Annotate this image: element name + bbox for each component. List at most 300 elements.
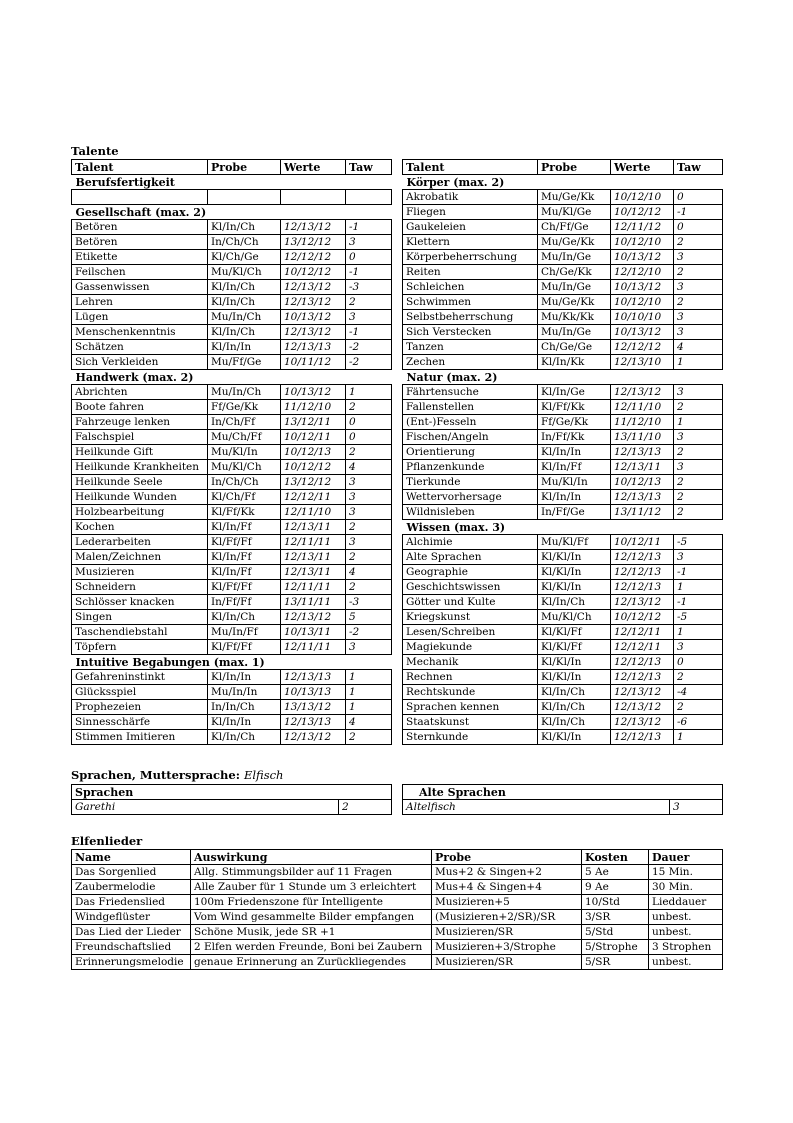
talent-name: Rechtskunde	[403, 685, 538, 700]
talent-row	[403, 535, 723, 550]
talent-taw: 3	[674, 385, 723, 400]
talent-werte: 10/13/13	[281, 685, 346, 700]
talent-row	[403, 475, 723, 490]
talent-taw: -1	[674, 205, 723, 220]
talent-werte: 12/12/11	[611, 640, 674, 655]
talent-probe: Kl/In/Ch	[208, 220, 281, 235]
talent-row	[403, 655, 723, 670]
talent-row	[403, 205, 723, 220]
talent-row	[72, 535, 392, 550]
talent-group-berufsfertigkeit: Berufsfertigkeit	[72, 175, 392, 190]
talent-probe: Kl/Ff/Kk	[538, 400, 611, 415]
talent-name: Stimmen Imitieren	[72, 730, 208, 745]
talent-probe: Mu/Kl/Ch	[538, 610, 611, 625]
talent-werte: 10/12/12	[611, 205, 674, 220]
talent-row	[403, 490, 723, 505]
talent-probe: Kl/Ff/Ff	[208, 580, 281, 595]
song-auswirkung: 100m Friedenszone für Intelligente	[191, 895, 432, 910]
talent-werte: 10/13/11	[281, 625, 346, 640]
talent-taw: -2	[346, 355, 392, 370]
talent-row	[72, 400, 392, 415]
talent-probe: Kl/Ff/Kk	[208, 505, 281, 520]
talent-name: Schwimmen	[403, 295, 538, 310]
talent-taw: 4	[674, 340, 723, 355]
talent-werte: 12/12/11	[281, 490, 346, 505]
talent-row	[403, 730, 723, 745]
talent-taw: 0	[346, 250, 392, 265]
talent-taw: 2	[346, 520, 392, 535]
song-kosten: 3/SR	[582, 910, 649, 925]
talent-name: Fallenstellen	[403, 400, 538, 415]
talent-group-wissen: Wissen (max. 3)	[403, 520, 723, 535]
talent-taw: 4	[346, 460, 392, 475]
talent-name: Lesen/Schreiben	[403, 625, 538, 640]
talent-name: Singen	[72, 610, 208, 625]
talent-probe: Mu/Kl/Ge	[538, 205, 611, 220]
talent-taw: 2	[346, 580, 392, 595]
song-auswirkung: Vom Wind gesammelte Bilder empfangen	[191, 910, 432, 925]
talent-probe: Kl/In/Ch	[538, 595, 611, 610]
talent-probe: Kl/In/In	[538, 490, 611, 505]
talent-name: Taschendiebstahl	[72, 625, 208, 640]
song-kosten: 5/Strophe	[582, 940, 649, 955]
talent-row	[72, 475, 392, 490]
talent-werte: 12/13/12	[281, 220, 346, 235]
talents-table-left	[71, 159, 392, 745]
talent-taw: -1	[346, 220, 392, 235]
talent-row	[403, 640, 723, 655]
talent-row	[72, 235, 392, 250]
talent-probe: Kl/Ch/Ge	[208, 250, 281, 265]
talent-taw: -3	[346, 595, 392, 610]
talent-taw: 2	[674, 475, 723, 490]
talent-name: Wildnisleben	[403, 505, 538, 520]
talent-probe: Mu/Kl/In	[208, 445, 281, 460]
talent-group-row	[403, 370, 723, 385]
talent-name: Sprachen kennen	[403, 700, 538, 715]
talent-row	[403, 685, 723, 700]
talent-probe	[208, 190, 281, 205]
talent-name: Schneidern	[72, 580, 208, 595]
language-value: 3	[670, 800, 723, 815]
talent-row	[403, 595, 723, 610]
talent-taw: 1	[346, 700, 392, 715]
talent-row	[72, 355, 392, 370]
talent-probe: Kl/In/Ch	[208, 325, 281, 340]
talent-row	[403, 385, 723, 400]
talent-name: Geschichtswissen	[403, 580, 538, 595]
talent-werte: 12/12/13	[611, 565, 674, 580]
talent-probe: Kl/Kl/In	[538, 550, 611, 565]
talent-probe: Kl/In/Ff	[538, 460, 611, 475]
talent-taw: 1	[346, 385, 392, 400]
talent-taw: 5	[346, 610, 392, 625]
talent-name: Schätzen	[72, 340, 208, 355]
talent-group-handwerk: Handwerk (max. 2)	[72, 370, 392, 385]
talent-row	[403, 250, 723, 265]
talent-taw: 0	[674, 190, 723, 205]
talent-row	[403, 295, 723, 310]
song-auswirkung: Allg. Stimmungsbilder auf 11 Fragen	[191, 865, 432, 880]
talent-probe: Ch/Ge/Ge	[538, 340, 611, 355]
talent-taw: 2	[674, 445, 723, 460]
talent-name: Fährtensuche	[403, 385, 538, 400]
talent-werte: 12/13/12	[611, 700, 674, 715]
talent-probe: Mu/Ch/Ff	[208, 430, 281, 445]
song-name: Das Lied der Lieder	[72, 925, 191, 940]
talent-name: Zechen	[403, 355, 538, 370]
talent-taw: 2	[674, 670, 723, 685]
talent-taw: 2	[674, 295, 723, 310]
talent-row	[403, 190, 723, 205]
talent-werte: 12/12/13	[611, 655, 674, 670]
talent-werte: 13/13/12	[281, 700, 346, 715]
talent-taw: 3	[674, 250, 723, 265]
talent-probe: Ch/Ff/Ge	[538, 220, 611, 235]
talent-name: Tierkunde	[403, 475, 538, 490]
header-talent: Talent	[72, 160, 208, 175]
song-dauer: 15 Min.	[649, 865, 723, 880]
talent-row	[72, 700, 392, 715]
talent-werte: 12/13/12	[611, 595, 674, 610]
talent-taw: 2	[674, 235, 723, 250]
talent-row	[403, 715, 723, 730]
talent-name: Wettervorhersage	[403, 490, 538, 505]
talent-row	[72, 505, 392, 520]
talent-name: Orientierung	[403, 445, 538, 460]
talent-name: (Ent-)Fesseln	[403, 415, 538, 430]
talent-taw: 3	[674, 310, 723, 325]
song-auswirkung: Schöne Musik, jede SR +1	[191, 925, 432, 940]
talent-probe: Kl/In/In	[208, 715, 281, 730]
talent-probe: Mu/Kl/Ch	[208, 460, 281, 475]
talent-werte: 12/12/10	[611, 265, 674, 280]
talent-werte: 12/12/13	[611, 580, 674, 595]
talent-werte: 13/11/11	[281, 595, 346, 610]
song-row	[72, 880, 723, 895]
song-row	[72, 940, 723, 955]
talent-werte: 12/11/11	[281, 640, 346, 655]
talent-name: Falschspiel	[72, 430, 208, 445]
talent-row	[403, 565, 723, 580]
song-probe: Musizieren+3/Strophe	[432, 940, 582, 955]
song-row	[72, 865, 723, 880]
talent-taw: 2	[346, 550, 392, 565]
talent-werte: 12/13/12	[281, 325, 346, 340]
song-dauer: unbest.	[649, 910, 723, 925]
talent-name: Heilkunde Gift	[72, 445, 208, 460]
talent-row	[403, 550, 723, 565]
talent-name: Prophezeien	[72, 700, 208, 715]
header-probe: Probe	[432, 850, 582, 865]
talent-name: Gefahreninstinkt	[72, 670, 208, 685]
song-probe: Mus+2 & Singen+2	[432, 865, 582, 880]
talent-probe: Mu/Ge/Kk	[538, 235, 611, 250]
song-probe: (Musizieren+2/SR)/SR	[432, 910, 582, 925]
talent-name: Mechanik	[403, 655, 538, 670]
talent-werte: 12/13/12	[281, 730, 346, 745]
talent-taw: 1	[674, 355, 723, 370]
talent-taw: -6	[674, 715, 723, 730]
header-probe: Probe	[538, 160, 611, 175]
language-row	[72, 800, 392, 815]
talent-werte: 12/13/10	[611, 355, 674, 370]
talent-taw: 3	[346, 505, 392, 520]
talent-probe: Mu/In/Ge	[538, 280, 611, 295]
talent-group-natur: Natur (max. 2)	[403, 370, 723, 385]
talent-row	[72, 265, 392, 280]
talent-group-row	[72, 205, 392, 220]
song-probe: Musizieren+5	[432, 895, 582, 910]
talent-taw: 2	[346, 400, 392, 415]
sprachen-title	[71, 768, 283, 782]
talent-taw: -5	[674, 535, 723, 550]
header-talent: Talent	[403, 160, 538, 175]
talent-probe: In/Ff/Ge	[538, 505, 611, 520]
talent-row	[72, 250, 392, 265]
talent-probe: Kl/Kl/In	[538, 670, 611, 685]
talent-row	[72, 550, 392, 565]
talent-row	[72, 730, 392, 745]
talent-werte: 13/12/12	[281, 475, 346, 490]
talent-probe: Kl/In/Ff	[208, 550, 281, 565]
talent-row	[403, 355, 723, 370]
talent-taw: 3	[674, 550, 723, 565]
talent-werte: 10/12/13	[611, 475, 674, 490]
talent-group-intuitive: Intuitive Begabungen (max. 1)	[72, 655, 392, 670]
talent-row	[403, 340, 723, 355]
talent-werte: 13/12/12	[281, 235, 346, 250]
talent-name: Sternkunde	[403, 730, 538, 745]
talent-werte: 12/12/12	[611, 340, 674, 355]
talent-werte: 12/13/12	[611, 685, 674, 700]
header-name: Name	[72, 850, 191, 865]
talent-werte: 10/12/11	[281, 430, 346, 445]
talent-taw	[346, 190, 392, 205]
talent-probe: In/Ch/Ff	[208, 415, 281, 430]
song-auswirkung: genaue Erinnerung an Zurückliegendes	[191, 955, 432, 970]
talent-werte: 13/11/10	[611, 430, 674, 445]
song-auswirkung: Alle Zauber für 1 Stunde um 3 erleichtert	[191, 880, 432, 895]
talent-taw: -4	[674, 685, 723, 700]
talent-row	[72, 385, 392, 400]
talent-werte: 12/11/11	[281, 535, 346, 550]
talent-row	[403, 325, 723, 340]
talent-row	[403, 505, 723, 520]
talent-name: Sich Verstecken	[403, 325, 538, 340]
talent-probe: In/Ff/Kk	[538, 430, 611, 445]
talent-taw: 3	[346, 490, 392, 505]
talent-name: Alchimie	[403, 535, 538, 550]
talent-werte: 10/11/12	[281, 355, 346, 370]
songs-header-row	[72, 850, 723, 865]
sprachen-title-prefix: Sprachen, Muttersprache:	[71, 768, 244, 782]
talent-row	[403, 430, 723, 445]
talent-werte: 10/12/10	[611, 190, 674, 205]
talent-name: Kochen	[72, 520, 208, 535]
talent-probe: Kl/Kl/Ff	[538, 625, 611, 640]
talent-werte: 12/13/11	[281, 565, 346, 580]
talent-werte: 12/13/12	[281, 295, 346, 310]
talent-probe: Kl/Ff/Ff	[208, 640, 281, 655]
talent-row	[72, 460, 392, 475]
talent-row	[72, 625, 392, 640]
talent-werte: 12/13/11	[611, 460, 674, 475]
talent-probe: Kl/Ch/Ff	[208, 490, 281, 505]
header-taw: Taw	[346, 160, 392, 175]
talent-name: Malen/Zeichnen	[72, 550, 208, 565]
talent-werte: 12/13/13	[281, 340, 346, 355]
talent-probe: Mu/In/Ff	[208, 625, 281, 640]
talent-taw: 3	[674, 640, 723, 655]
talent-name: Betören	[72, 220, 208, 235]
talent-taw: 4	[346, 715, 392, 730]
talent-taw: 1	[346, 670, 392, 685]
song-name: Zaubermelodie	[72, 880, 191, 895]
talent-name: Fliegen	[403, 205, 538, 220]
talent-probe: Mu/In/Ge	[538, 250, 611, 265]
talent-probe: Kl/In/Ch	[538, 715, 611, 730]
talent-taw: 4	[346, 565, 392, 580]
talent-werte: 10/13/12	[611, 250, 674, 265]
talent-taw: 0	[346, 415, 392, 430]
song-probe: Musizieren/SR	[432, 925, 582, 940]
talent-name: Holzbearbeitung	[72, 505, 208, 520]
talent-name: Heilkunde Wunden	[72, 490, 208, 505]
talent-name: Pflanzenkunde	[403, 460, 538, 475]
talent-werte: 12/11/11	[281, 580, 346, 595]
talent-group-gesellschaft: Gesellschaft (max. 2)	[72, 205, 392, 220]
talent-row	[403, 310, 723, 325]
song-kosten: 5/SR	[582, 955, 649, 970]
talent-werte: 10/12/12	[281, 460, 346, 475]
talent-probe: Kl/In/Ch	[208, 280, 281, 295]
talent-probe: Kl/Ff/Ff	[208, 535, 281, 550]
talente-title: Talente	[71, 144, 119, 158]
talent-werte: 10/13/12	[611, 280, 674, 295]
talent-row	[403, 400, 723, 415]
talents-header-row	[403, 160, 723, 175]
talent-probe: In/Ch/Ch	[208, 235, 281, 250]
talent-probe: Ff/Ge/Kk	[538, 415, 611, 430]
header-dauer: Dauer	[649, 850, 723, 865]
talent-group-row	[72, 175, 392, 190]
talent-name: Menschenkenntnis	[72, 325, 208, 340]
talent-name: Heilkunde Seele	[72, 475, 208, 490]
talent-name: Alte Sprachen	[403, 550, 538, 565]
talent-row	[72, 580, 392, 595]
talent-taw: 2	[674, 505, 723, 520]
talent-taw: 3	[346, 535, 392, 550]
song-name: Das Friedenslied	[72, 895, 191, 910]
talent-probe: Mu/In/Ch	[208, 385, 281, 400]
talent-name: Sich Verkleiden	[72, 355, 208, 370]
talent-row	[72, 670, 392, 685]
talent-group-row	[72, 655, 392, 670]
song-kosten: 9 Ae	[582, 880, 649, 895]
talent-name: Heilkunde Krankheiten	[72, 460, 208, 475]
alte-sprachen-table	[402, 784, 723, 815]
talent-probe: Mu/In/Ge	[538, 325, 611, 340]
song-name: Das Sorgenlied	[72, 865, 191, 880]
talent-row	[72, 295, 392, 310]
talent-werte: 12/13/12	[611, 385, 674, 400]
talent-probe: In/Ff/Ff	[208, 595, 281, 610]
talent-probe: Mu/Kl/Ch	[208, 265, 281, 280]
talent-name: Magiekunde	[403, 640, 538, 655]
talent-taw: 2	[346, 295, 392, 310]
talent-row	[72, 640, 392, 655]
talent-name: Tanzen	[403, 340, 538, 355]
talent-row	[403, 610, 723, 625]
song-dauer: unbest.	[649, 955, 723, 970]
talent-name: Körperbeherrschung	[403, 250, 538, 265]
talent-probe: Kl/In/Ch	[208, 610, 281, 625]
talent-taw: 3	[674, 280, 723, 295]
talent-probe: Kl/In/Kk	[538, 355, 611, 370]
talent-probe: Kl/In/Ch	[538, 700, 611, 715]
talent-probe: Mu/Kk/Kk	[538, 310, 611, 325]
talent-row	[403, 700, 723, 715]
talent-row	[403, 220, 723, 235]
talent-taw: 0	[674, 655, 723, 670]
talent-werte: 12/13/13	[611, 445, 674, 460]
talent-taw: -2	[346, 340, 392, 355]
talent-row	[72, 430, 392, 445]
talent-name: Schlösser knacken	[72, 595, 208, 610]
song-auswirkung: 2 Elfen werden Freunde, Boni bei Zaubern	[191, 940, 432, 955]
talent-taw: -1	[346, 325, 392, 340]
talent-werte: 12/11/10	[611, 400, 674, 415]
talent-probe: Mu/Ff/Ge	[208, 355, 281, 370]
talent-werte: 13/12/11	[281, 415, 346, 430]
talent-row	[403, 415, 723, 430]
song-row	[72, 895, 723, 910]
song-probe: Musizieren/SR	[432, 955, 582, 970]
talent-probe: Kl/In/In	[208, 340, 281, 355]
talent-row	[72, 595, 392, 610]
talent-taw: 3	[674, 325, 723, 340]
talent-name: Etikette	[72, 250, 208, 265]
header-probe: Probe	[208, 160, 281, 175]
talent-werte: 12/12/11	[611, 625, 674, 640]
talent-taw: 3	[346, 235, 392, 250]
talent-taw: 2	[674, 700, 723, 715]
talent-taw: 3	[674, 430, 723, 445]
talent-taw: 2	[346, 730, 392, 745]
talent-probe: Kl/In/In	[208, 670, 281, 685]
talent-taw: -1	[674, 595, 723, 610]
talent-werte: 10/12/11	[611, 535, 674, 550]
talent-row	[72, 280, 392, 295]
talent-taw: 2	[674, 400, 723, 415]
talent-probe: Kl/Kl/In	[538, 730, 611, 745]
talent-probe: Mu/Ge/Kk	[538, 295, 611, 310]
talent-werte: 11/12/10	[611, 415, 674, 430]
talent-row	[72, 220, 392, 235]
talent-werte: 12/12/13	[611, 670, 674, 685]
talent-name: Lehren	[72, 295, 208, 310]
talent-name: Klettern	[403, 235, 538, 250]
talent-group-row	[72, 370, 392, 385]
talent-row	[72, 325, 392, 340]
talent-werte: 12/13/13	[611, 490, 674, 505]
talent-probe: Mu/In/In	[208, 685, 281, 700]
talent-taw: 0	[346, 430, 392, 445]
header-kosten: Kosten	[582, 850, 649, 865]
talent-taw: 3	[346, 640, 392, 655]
elfenlieder-table	[71, 849, 723, 970]
